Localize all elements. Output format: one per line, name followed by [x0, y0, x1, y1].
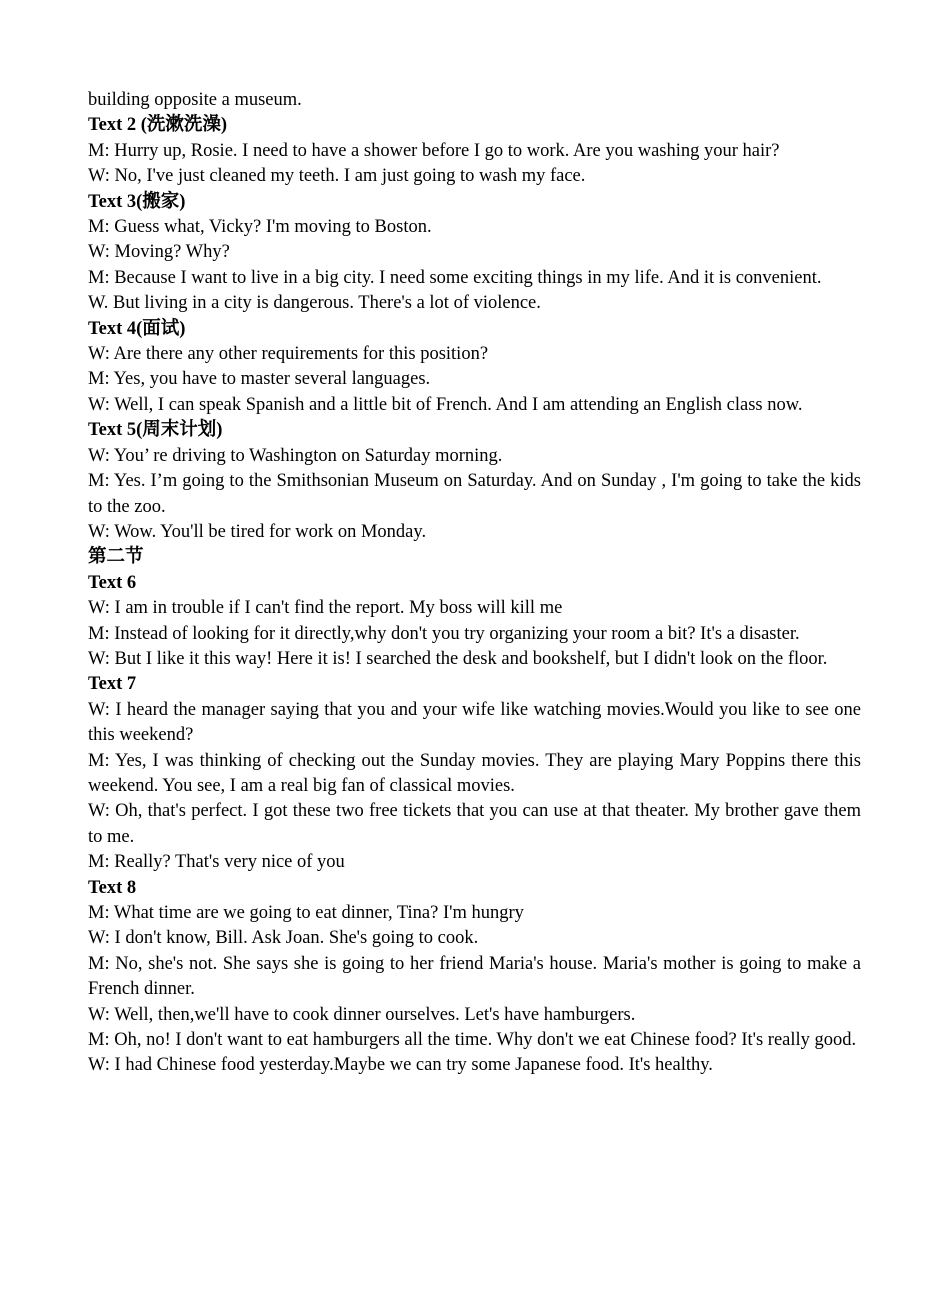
section-heading: Text 5(周末计划)	[88, 420, 223, 441]
dialogue-line: M: Yes. I’m going to the Smithsonian Museum on Saturday. And on Sunday , I'm going to take the kids to the zoo.	[88, 471, 861, 517]
section-heading: Text 2 (洗漱洗澡)	[88, 115, 228, 136]
part-heading: 第二节	[88, 547, 144, 568]
dialogue-line: M: Yes, I was thinking of checking out the Sunday movies. They are playing Mary Poppins there this weekend. You see, I am a real big fan of classical movies.	[88, 750, 861, 796]
dialogue-line: W. But living in a city is dangerous. There's a lot of violence.	[88, 293, 541, 314]
dialogue-line: W: Oh, that's perfect. I got these two free tickets that you can use at that theater. My brother gave them to me.	[88, 801, 861, 847]
dialogue-line: W: Well, I can speak Spanish and a little bit of French. And I am attending an English class now.	[88, 394, 803, 415]
dialogue-line: W: I heard the manager saying that you and your wife like watching movies.Would you like to see one this weekend?	[88, 699, 861, 746]
dialogue-line: M: Oh, no! I don't want to eat hamburgers all the time. Why don't we eat Chinese food? It's really good.	[88, 1030, 857, 1051]
dialogue-line: M: Guess what, Vicky? I'm moving to Boston.	[88, 217, 432, 238]
dialogue-line: M: Instead of looking for it directly,why don't you try organizing your room a bit? It's a disaster.	[88, 623, 800, 644]
section-heading: Text 4(面试)	[88, 318, 186, 339]
section-heading: Text 6	[88, 572, 137, 593]
dialogue-line: W: You’ re driving to Washington on Saturday morning.	[88, 445, 503, 466]
section-heading: Text 8	[88, 877, 137, 898]
dialogue-line: W: Well, then,we'll have to cook dinner ourselves. Let's have hamburgers.	[88, 1004, 636, 1025]
dialogue-line: M: Because I want to live in a big city. I need some exciting things in my life. And it is convenient.	[88, 267, 822, 288]
dialogue-line: W: Moving? Why?	[88, 242, 230, 263]
dialogue-line: W: But I like it this way! Here it is! I searched the desk and bookshelf, but I didn't look on the floor.	[88, 648, 828, 669]
dialogue-line: M: Yes, you have to master several languages.	[88, 369, 431, 390]
dialogue-line: M: Hurry up, Rosie. I need to have a shower before I go to work. Are you washing your hair?	[88, 140, 780, 161]
section-heading: Text 7	[88, 674, 137, 695]
dialogue-line: W: No, I've just cleaned my teeth. I am just going to wash my face.	[88, 166, 586, 187]
dialogue-line: M: Really? That's very nice of you	[88, 852, 345, 873]
dialogue-line: W: I don't know, Bill. Ask Joan. She's going to cook.	[88, 928, 479, 949]
dialogue-line: W: Are there any other requirements for this position?	[88, 344, 489, 365]
paragraph: building opposite a museum.	[88, 90, 302, 110]
dialogue-line: M: No, she's not. She says she is going to her friend Maria's house. Maria's mother is going to make a French dinner.	[88, 953, 861, 1000]
dialogue-line: M: What time are we going to eat dinner, Tina? I'm hungry	[88, 903, 524, 923]
dialogue-line: W: Wow. You'll be tired for work on Monday.	[88, 521, 427, 542]
dialogue-line: W: I am in trouble if I can't find the report. My boss will kill me	[88, 598, 563, 619]
dialogue-line: W: I had Chinese food yesterday.Maybe we can try some Japanese food. It's healthy.	[88, 1055, 713, 1076]
section-heading: Text 3(搬家)	[88, 191, 186, 212]
document-page	[88, 88, 861, 1079]
